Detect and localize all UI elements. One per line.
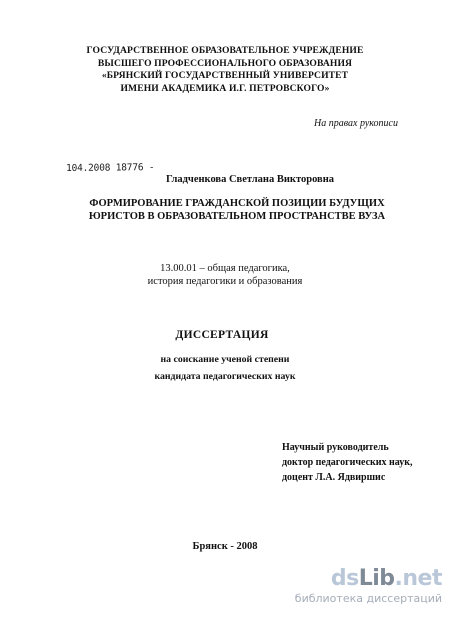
institution-line: «БРЯНСКИЙ ГОСУДАРСТВЕННЫЙ УНИВЕРСИТЕТ xyxy=(101,70,349,82)
degree-line: на соискание ученой степени xyxy=(160,354,290,365)
specialty-line: 13.00.01 – общая педагогика, xyxy=(160,263,290,274)
degree-line: кандидата педагогических наук xyxy=(154,371,296,382)
advisor-line: доктор педагогических наук, xyxy=(282,457,413,468)
institution-header xyxy=(0,45,450,95)
advisor-line: доцент Л.А. Ядвиршис xyxy=(282,472,386,483)
thesis-title xyxy=(0,198,450,223)
dslib-watermark[interactable] xyxy=(262,567,442,605)
logo-part: .net xyxy=(394,566,442,591)
institution-line: ВЫСШЕГО ПРОФЕССИОНАЛЬНОГО ОБРАЗОВАНИЯ xyxy=(97,57,353,69)
logo-part: Lib xyxy=(358,566,395,591)
specialty xyxy=(0,262,450,288)
thesis-title-line: ФОРМИРОВАНИЕ ГРАЖДАНСКОЙ ПОЗИЦИИ БУДУЩИХ xyxy=(89,198,385,209)
place-year: Брянск - 2008 xyxy=(192,541,258,552)
scientific-advisor xyxy=(282,440,413,485)
logo-part: ds xyxy=(330,566,359,591)
dslib-subtitle: библиотека диссертаций xyxy=(294,592,442,605)
dslib-logo xyxy=(262,567,442,591)
specialty-line: история педагогики и образования xyxy=(147,276,303,287)
institution-line: ГОСУДАРСТВЕННОЕ ОБРАЗОВАТЕЛЬНОЕ УЧРЕЖДЕНИЕ xyxy=(86,45,364,56)
degree xyxy=(0,351,450,385)
library-stamp: 104.2008 18776 - xyxy=(66,162,155,174)
thesis-title-line: ЮРИСТОВ В ОБРАЗОВАТЕЛЬНОМ ПРОСТРАНСТВЕ ВУЗА xyxy=(88,210,386,222)
document-type: ДИССЕРТАЦИЯ xyxy=(175,329,269,341)
rights-note: На правах рукописи xyxy=(314,118,398,129)
author-name: Гладченкова Светлана Викторовна xyxy=(165,174,335,185)
institution-line: ИМЕНИ АКАДЕМИКА И.Г. ПЕТРОВСКОГО» xyxy=(120,82,330,94)
advisor-line: Научный руководитель xyxy=(282,442,389,453)
